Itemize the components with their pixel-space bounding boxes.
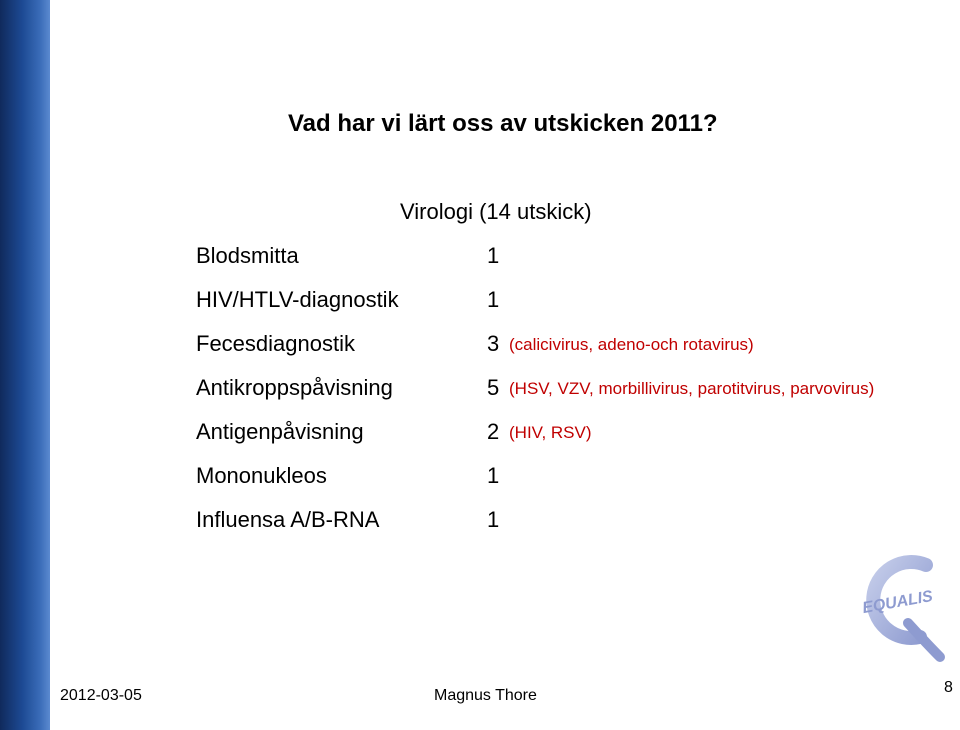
row-count: 1 bbox=[487, 507, 500, 532]
row-label: Antikroppspåvisning bbox=[196, 375, 393, 400]
row-count: 2 bbox=[487, 419, 500, 444]
row-count: 1 bbox=[487, 243, 500, 268]
row-label: Fecesdiagnostik bbox=[196, 331, 355, 356]
row-note: (HIV, RSV) bbox=[509, 423, 592, 442]
row-label: HIV/HTLV-diagnostik bbox=[196, 287, 399, 312]
equalis-logo bbox=[848, 545, 948, 665]
slide-title: Vad har vi lärt oss av utskicken 2011? bbox=[288, 110, 718, 137]
row-count: 1 bbox=[487, 287, 500, 312]
slide-subtitle: Virologi (14 utskick) bbox=[400, 199, 592, 224]
footer-author: Magnus Thore bbox=[434, 687, 537, 704]
row-label: Antigenpåvisning bbox=[196, 419, 364, 444]
page-number: 8 bbox=[944, 679, 953, 696]
sidebar-bar bbox=[0, 0, 50, 730]
footer-date: 2012-03-05 bbox=[60, 687, 142, 704]
row-count: 5 bbox=[487, 375, 500, 400]
logo-text: EQUALIS bbox=[861, 587, 935, 618]
row-label: Blodsmitta bbox=[196, 243, 299, 268]
row-note: (calicivirus, adeno-och rotavirus) bbox=[509, 335, 754, 354]
row-label: Influensa A/B-RNA bbox=[196, 507, 380, 532]
row-count: 3 bbox=[487, 331, 500, 356]
row-count: 1 bbox=[487, 463, 500, 488]
row-note: (HSV, VZV, morbillivirus, parotitvirus, parvovirus) bbox=[509, 379, 875, 398]
row-label: Mononukleos bbox=[196, 463, 327, 488]
